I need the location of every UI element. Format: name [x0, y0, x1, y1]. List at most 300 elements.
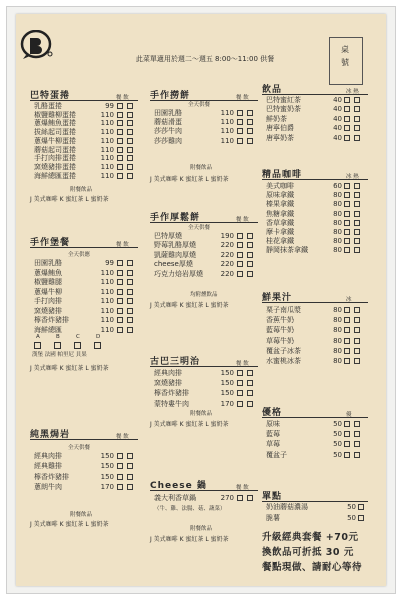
- handmade_pie-menu-item: [154, 118, 262, 127]
- order-checkbox[interactable]: [237, 119, 243, 125]
- order-checkbox[interactable]: [354, 441, 360, 447]
- order-checkbox[interactable]: [237, 370, 243, 376]
- menu-item-price: 80: [333, 200, 342, 208]
- order-checkbox[interactable]: [344, 135, 350, 141]
- sandwich-column-header: 餐 飲: [236, 361, 249, 367]
- menu-item-name: 檸香炸豬排: [34, 316, 69, 324]
- order-checkbox[interactable]: [237, 242, 243, 248]
- order-checkbox[interactable]: [117, 120, 123, 126]
- menu-item-name: 水蜜桃冰茶: [266, 357, 301, 365]
- order-checkbox[interactable]: [344, 220, 350, 226]
- order-checkbox[interactable]: [354, 348, 360, 354]
- order-checkbox[interactable]: [354, 317, 360, 323]
- order-checkbox[interactable]: [354, 183, 360, 189]
- menu-item-price: 50: [347, 514, 356, 522]
- sandwich-menu-item: [154, 400, 262, 409]
- menu-item-price: 80: [333, 219, 342, 227]
- drinks-menu-item: [266, 96, 372, 105]
- menu-item-name: 唐寧奶茶: [266, 134, 294, 142]
- order-checkbox[interactable]: [237, 233, 243, 239]
- sandwich-section-title: 古巴三明治: [150, 357, 201, 367]
- menu-item-price: 80: [333, 357, 342, 365]
- menu-item-price: 150: [100, 452, 114, 460]
- menu-item-name: 巧克力焙岩厚燒: [154, 270, 203, 278]
- order-checkbox[interactable]: [354, 135, 360, 141]
- order-checkbox[interactable]: [344, 317, 350, 323]
- order-checkbox[interactable]: [344, 183, 350, 189]
- menu-item-price: 270: [220, 494, 234, 502]
- order-checkbox[interactable]: [117, 463, 123, 469]
- coffee-menu-item: [266, 182, 372, 191]
- menu-item-price: 80: [333, 316, 342, 324]
- order-checkbox[interactable]: [117, 474, 123, 480]
- menu-item-price: 170: [100, 483, 114, 491]
- menu-item-name: 莎莎雞肉: [154, 137, 182, 145]
- order-checkbox[interactable]: [127, 120, 133, 126]
- menu-item-price: 80: [333, 326, 342, 334]
- coffee-menu-item: [266, 191, 372, 200]
- order-checkbox[interactable]: [344, 307, 350, 313]
- order-checkbox[interactable]: [354, 220, 360, 226]
- order-checkbox[interactable]: [237, 252, 243, 258]
- menu-item-price: 50: [333, 451, 342, 459]
- order-checkbox[interactable]: [354, 106, 360, 112]
- burger-drink-options[interactable]: J 美式咖啡 K 蜜紅茶 L 蜜奶茶: [30, 365, 109, 372]
- menu-item-price: 80: [333, 191, 342, 199]
- order-checkbox[interactable]: [127, 147, 133, 153]
- menu-item-price: 150: [220, 389, 234, 397]
- bun-type-labels: 漢堡 法國 帕里尼 貝果: [32, 352, 87, 358]
- menu-item-price: 40: [333, 124, 342, 132]
- order-checkbox[interactable]: [247, 380, 253, 386]
- menu-item-price: 80: [333, 237, 342, 245]
- menu-item-price: 110: [100, 137, 114, 145]
- bun-type-letter: C: [76, 334, 80, 340]
- menu-item-name: 經典肉排: [154, 369, 182, 377]
- handmade_pie-menu-item: [154, 109, 262, 118]
- egg_roll-drink-note: 附餐飲品: [70, 187, 93, 193]
- order-checkbox[interactable]: [247, 242, 253, 248]
- menu-item-price: 50: [333, 440, 342, 448]
- menu-item-name: 香蕉牛奶: [266, 316, 294, 324]
- menu-item-price: 99: [105, 102, 114, 110]
- order-checkbox[interactable]: [127, 298, 133, 304]
- bun-type-checkbox[interactable]: [54, 342, 61, 349]
- waffle-availability-note: 全天供餐: [188, 225, 211, 231]
- menu-item-price: 80: [333, 347, 342, 355]
- order-checkbox[interactable]: [344, 125, 350, 131]
- yogurt-menu-item: [266, 420, 372, 429]
- menu-item-price: 40: [333, 134, 342, 142]
- menu-item-price: 110: [100, 316, 114, 324]
- yogurt-menu-item: [266, 440, 372, 449]
- order-checkbox[interactable]: [354, 116, 360, 122]
- order-checkbox[interactable]: [127, 308, 133, 314]
- bun-type-letter: B: [56, 334, 60, 340]
- order-checkbox[interactable]: [117, 298, 123, 304]
- egg_roll-menu-item: [34, 172, 142, 181]
- coffee-menu-item: [266, 200, 372, 209]
- order-checkbox[interactable]: [344, 97, 350, 103]
- coffee-menu-item: [266, 246, 372, 255]
- order-checkbox[interactable]: [237, 380, 243, 386]
- menu-item-price: 80: [333, 246, 342, 254]
- menu-item-name: 經典肉排: [34, 452, 62, 460]
- order-checkbox[interactable]: [127, 155, 133, 161]
- drinks-section-title: 飲品: [262, 85, 283, 95]
- menu-item-name: 窯燒豬排蛋捲: [34, 163, 76, 171]
- menu-item-price: 110: [100, 172, 114, 180]
- order-checkbox[interactable]: [237, 261, 243, 267]
- order-checkbox[interactable]: [247, 252, 253, 258]
- menu-item-name: 蔥朗牛肉: [34, 483, 62, 491]
- menu-item-price: 190: [220, 232, 234, 240]
- order-checkbox[interactable]: [247, 401, 253, 407]
- order-checkbox[interactable]: [354, 238, 360, 244]
- menu-item-name: 義大利香草鍋: [154, 494, 196, 502]
- menu-item-name: 蔥爆牛柳蛋捲: [34, 137, 76, 145]
- order-checkbox[interactable]: [344, 238, 350, 244]
- menu-item-price: 50: [333, 430, 342, 438]
- order-checkbox[interactable]: [117, 279, 123, 285]
- egg_roll-column-header: 餐 飲: [116, 95, 129, 101]
- risotto-menu-item: [34, 483, 142, 492]
- egg_roll-section-title: 巴特蛋捲: [30, 91, 71, 101]
- menu-item-name: 野莓乳酪厚燒: [154, 241, 196, 249]
- menu-item-price: 50: [333, 420, 342, 428]
- drinks-menu-item: [266, 134, 372, 143]
- order-checkbox[interactable]: [237, 390, 243, 396]
- order-checkbox[interactable]: [344, 116, 350, 122]
- menu-item-name: 巴特厚燒: [154, 232, 182, 240]
- order-checkbox[interactable]: [344, 106, 350, 112]
- sandwich-menu-item: [154, 389, 262, 398]
- risotto-drink-note: 附餐飲品: [70, 512, 93, 518]
- menu-item-name: 香草拿鐵: [266, 219, 294, 227]
- order-checkbox[interactable]: [117, 164, 123, 170]
- menu-item-price: 110: [100, 146, 114, 154]
- table-label-1: 桌: [341, 45, 349, 54]
- order-checkbox[interactable]: [237, 401, 243, 407]
- burger-menu-item: [34, 326, 142, 335]
- order-checkbox[interactable]: [117, 260, 123, 266]
- menu-item-price: 110: [100, 297, 114, 305]
- order-checkbox[interactable]: [344, 348, 350, 354]
- menu-item-price: 110: [100, 119, 114, 127]
- sandwich-drink-options[interactable]: J 美式咖啡 K 蜜紅茶 L 蜜奶茶: [150, 421, 229, 428]
- order-checkbox[interactable]: [127, 453, 133, 459]
- coffee-menu-item: [266, 219, 372, 228]
- order-checkbox[interactable]: [127, 129, 133, 135]
- order-checkbox[interactable]: [117, 103, 123, 109]
- waffle-menu-item: [154, 251, 262, 260]
- order-checkbox[interactable]: [117, 289, 123, 295]
- menu-item-price: 110: [220, 118, 234, 126]
- order-checkbox[interactable]: [117, 138, 123, 144]
- egg_roll-menu-item: [34, 163, 142, 172]
- egg_roll-drink-options[interactable]: J 美式咖啡 K 蜜紅茶 L 蜜奶茶: [30, 196, 109, 203]
- table-number-box[interactable]: [329, 37, 363, 85]
- menu-item-price: 220: [220, 270, 234, 278]
- yogurt-menu-item: [266, 430, 372, 439]
- dessert-menu-item: [266, 503, 372, 512]
- handmade_pie-section-title: 手作撈餅: [150, 91, 191, 101]
- order-checkbox[interactable]: [127, 474, 133, 480]
- menu-item-price: 110: [100, 128, 114, 136]
- egg_roll-menu-item: [34, 102, 142, 111]
- menu-item-name: 田園乳酪: [34, 259, 62, 267]
- bun-type-checkbox[interactable]: [34, 342, 41, 349]
- order-checkbox[interactable]: [344, 338, 350, 344]
- menu-item-name: 手打肉排蛋捲: [34, 154, 76, 162]
- order-checkbox[interactable]: [344, 431, 350, 437]
- order-checkbox[interactable]: [354, 431, 360, 437]
- menu-item-price: 110: [100, 269, 114, 277]
- burger-availability-note: 全天供應: [68, 252, 91, 258]
- menu-item-price: 150: [220, 369, 234, 377]
- drinks-column-header: 冰 熱: [346, 89, 359, 95]
- cheese_pot-options-note: （牛、雞、法腸、菇、蔬菜）: [154, 506, 226, 512]
- sandwich-menu-item: [154, 369, 262, 378]
- menu-item-price: 110: [100, 288, 114, 296]
- menu-item-price: 220: [220, 241, 234, 249]
- menu-item-name: 摩卡拿鐵: [266, 228, 294, 236]
- order-checkbox[interactable]: [344, 441, 350, 447]
- egg_roll-menu-item: [34, 137, 142, 146]
- order-checkbox[interactable]: [127, 279, 133, 285]
- order-checkbox[interactable]: [354, 201, 360, 207]
- order-checkbox[interactable]: [247, 271, 253, 277]
- handmade_pie-menu-item: [154, 137, 262, 146]
- order-checkbox[interactable]: [127, 260, 133, 266]
- order-checkbox[interactable]: [117, 112, 123, 118]
- menu-item-name: 唐寧伯爵: [266, 124, 294, 132]
- order-checkbox[interactable]: [127, 164, 133, 170]
- menu-item-price: 60: [333, 182, 342, 190]
- menu-item-price: 110: [220, 137, 234, 145]
- order-checkbox[interactable]: [354, 229, 360, 235]
- order-checkbox[interactable]: [127, 463, 133, 469]
- menu-item-price: 80: [333, 306, 342, 314]
- bun-type-letter: A: [36, 334, 40, 340]
- order-checkbox[interactable]: [247, 233, 253, 239]
- order-checkbox[interactable]: [354, 125, 360, 131]
- order-checkbox[interactable]: [344, 358, 350, 364]
- order-checkbox[interactable]: [344, 452, 350, 458]
- order-checkbox[interactable]: [247, 138, 253, 144]
- order-checkbox[interactable]: [127, 103, 133, 109]
- burger-menu-item: [34, 297, 142, 306]
- yogurt-title-underline: [262, 417, 368, 418]
- bun-type-checkbox[interactable]: [94, 342, 101, 349]
- order-checkbox[interactable]: [354, 421, 360, 427]
- menu-item-price: 150: [220, 379, 234, 387]
- order-checkbox[interactable]: [127, 289, 133, 295]
- order-checkbox[interactable]: [117, 270, 123, 276]
- brand-logo: [20, 30, 64, 60]
- bun-type-checkbox[interactable]: [74, 342, 81, 349]
- menu-item-price: 40: [333, 96, 342, 104]
- menu-item-name: 美式咖啡: [266, 182, 294, 190]
- menu-item-price: 50: [347, 503, 356, 511]
- order-checkbox[interactable]: [127, 317, 133, 323]
- order-checkbox[interactable]: [358, 515, 364, 521]
- order-checkbox[interactable]: [247, 370, 253, 376]
- menu-item-price: 150: [100, 462, 114, 470]
- menu-item-name: 草莓牛奶: [266, 337, 294, 345]
- waffle-menu-item: [154, 270, 262, 279]
- order-checkbox[interactable]: [117, 317, 123, 323]
- menu-item-price: 110: [220, 127, 234, 135]
- menu-item-name: 莎莎牛肉: [154, 127, 182, 135]
- order-checkbox[interactable]: [117, 308, 123, 314]
- risotto-drink-options[interactable]: J 美式咖啡 K 蜜紅茶 L 蜜奶茶: [30, 521, 109, 528]
- burger-menu-item: [34, 278, 142, 287]
- order-checkbox[interactable]: [127, 270, 133, 276]
- menu-item-price: 80: [333, 228, 342, 236]
- menu-item-price: 110: [100, 278, 114, 286]
- order-checkbox[interactable]: [344, 201, 350, 207]
- order-checkbox[interactable]: [247, 110, 253, 116]
- order-checkbox[interactable]: [344, 192, 350, 198]
- burger-menu-item: [34, 316, 142, 325]
- menu-item-name: 檸香炸豬排: [154, 389, 189, 397]
- menu-item-name: 脆薯: [266, 514, 280, 522]
- menu-item-name: 蘑菇滑蛋: [154, 118, 182, 126]
- menu-item-name: 靜岡抹茶拿鐵: [266, 246, 308, 254]
- menu-item-name: 巴特蜜紅茶: [266, 96, 301, 104]
- menu-item-name: 藍莓: [266, 430, 280, 438]
- order-checkbox[interactable]: [354, 452, 360, 458]
- order-checkbox[interactable]: [127, 327, 133, 333]
- drinks-menu-item: [266, 124, 372, 133]
- coffee-menu-item: [266, 228, 372, 237]
- menu-item-name: 蔥爆鮪魚蛋捲: [34, 119, 76, 127]
- juice-menu-item: [266, 306, 372, 315]
- menu-item-name: 桂花拿鐵: [266, 237, 294, 245]
- egg_roll-menu-item: [34, 128, 142, 137]
- menu-item-name: 蔥爆鮪魚: [34, 269, 62, 277]
- order-checkbox[interactable]: [247, 390, 253, 396]
- risotto-column-header: 餐 飲: [116, 434, 129, 440]
- handmade_pie-drink-options[interactable]: J 美式咖啡 K 蜜紅茶 L 蜜奶茶: [150, 176, 229, 183]
- order-checkbox[interactable]: [127, 173, 133, 179]
- order-checkbox[interactable]: [344, 211, 350, 217]
- order-checkbox[interactable]: [247, 261, 253, 267]
- menu-item-price: 110: [100, 307, 114, 315]
- juice-menu-item: [266, 347, 372, 356]
- order-checkbox[interactable]: [344, 247, 350, 253]
- coffee-menu-item: [266, 237, 372, 246]
- order-checkbox[interactable]: [358, 504, 364, 510]
- order-checkbox[interactable]: [117, 453, 123, 459]
- order-checkbox[interactable]: [354, 192, 360, 198]
- order-checkbox[interactable]: [344, 229, 350, 235]
- promo-line-1: 升級經典套餐 +70元: [262, 532, 359, 543]
- menu-item-name: 原味: [266, 420, 280, 428]
- order-checkbox[interactable]: [354, 327, 360, 333]
- waffle-drink-note: 均附燻飲品: [190, 292, 218, 298]
- menu-item-price: 40: [333, 115, 342, 123]
- yogurt-section-title: 優格: [262, 408, 283, 418]
- order-checkbox[interactable]: [247, 495, 253, 501]
- burger-menu-item: [34, 307, 142, 316]
- menu-item-name: 田園乳酪: [154, 109, 182, 117]
- order-checkbox[interactable]: [247, 119, 253, 125]
- menu-item-name: 榛果拿鐵: [266, 200, 294, 208]
- menu-item-price: 170: [220, 400, 234, 408]
- coffee-column-header: 冰 熱: [346, 174, 359, 180]
- order-checkbox[interactable]: [117, 327, 123, 333]
- menu-item-price: 80: [333, 210, 342, 218]
- menu-item-price: 40: [333, 105, 342, 113]
- order-checkbox[interactable]: [127, 138, 133, 144]
- menu-item-name: 覆盆子: [266, 451, 287, 459]
- menu-item-name: 椒鹽雞柳蛋捲: [34, 111, 76, 119]
- waffle-drink-options[interactable]: J 美式咖啡 K 蜜紅茶 L 蜜奶茶: [150, 302, 229, 309]
- menu-item-price: 110: [100, 326, 114, 334]
- burger-column-header: 餐 飲: [116, 242, 129, 248]
- risotto-availability-note: 全天供餐: [68, 445, 91, 451]
- risotto-menu-item: [34, 462, 142, 471]
- order-checkbox[interactable]: [117, 484, 123, 490]
- menu-item-name: 栗子南瓜漿: [266, 306, 301, 314]
- order-checkbox[interactable]: [354, 211, 360, 217]
- menu-item-name: 乳酪蛋捲: [34, 102, 62, 110]
- handmade_pie-column-header: 餐 飲: [236, 95, 249, 101]
- cheese_pot-drink-options[interactable]: J 美式咖啡 K 蜜紅茶 L 蜜奶茶: [150, 536, 229, 543]
- menu-item-name: 檸香炸豬排: [34, 473, 69, 481]
- order-checkbox[interactable]: [237, 110, 243, 116]
- order-checkbox[interactable]: [237, 271, 243, 277]
- menu-item-name: 蘑菇起司蛋捲: [34, 146, 76, 154]
- yogurt-column-header: 優: [346, 412, 352, 418]
- egg_roll-menu-item: [34, 119, 142, 128]
- order-checkbox[interactable]: [247, 128, 253, 134]
- yogurt-menu-item: [266, 451, 372, 460]
- coffee-menu-item: [266, 210, 372, 219]
- order-checkbox[interactable]: [117, 147, 123, 153]
- order-checkbox[interactable]: [127, 484, 133, 490]
- service-hours-note: 此菜單適用於週二～週五 8:00～11:00 供餐: [135, 55, 275, 63]
- order-checkbox[interactable]: [354, 247, 360, 253]
- menu-item-name: 拔絲起司蛋捲: [34, 128, 76, 136]
- menu-item-name: 經典雞排: [34, 462, 62, 470]
- handmade_pie-menu-item: [154, 127, 262, 136]
- risotto-menu-item: [34, 452, 142, 461]
- order-checkbox[interactable]: [344, 421, 350, 427]
- order-checkbox[interactable]: [354, 307, 360, 313]
- order-checkbox[interactable]: [237, 495, 243, 501]
- promo-line-2: 換飲品可折抵 30 元: [262, 547, 354, 558]
- burger-menu-item: [34, 288, 142, 297]
- order-checkbox[interactable]: [237, 138, 243, 144]
- order-checkbox[interactable]: [117, 173, 123, 179]
- order-checkbox[interactable]: [354, 358, 360, 364]
- menu-item-price: 80: [333, 337, 342, 345]
- order-checkbox[interactable]: [237, 128, 243, 134]
- cheese_pot-drink-note: 附餐飲品: [190, 526, 213, 532]
- menu-item-name: 手打肉排: [34, 297, 62, 305]
- burger-section-title: 手作堡餐: [30, 238, 71, 248]
- order-checkbox[interactable]: [117, 129, 123, 135]
- order-checkbox[interactable]: [127, 112, 133, 118]
- order-checkbox[interactable]: [344, 327, 350, 333]
- order-checkbox[interactable]: [354, 97, 360, 103]
- order-checkbox[interactable]: [354, 338, 360, 344]
- risotto-menu-item: [34, 473, 142, 482]
- order-checkbox[interactable]: [117, 155, 123, 161]
